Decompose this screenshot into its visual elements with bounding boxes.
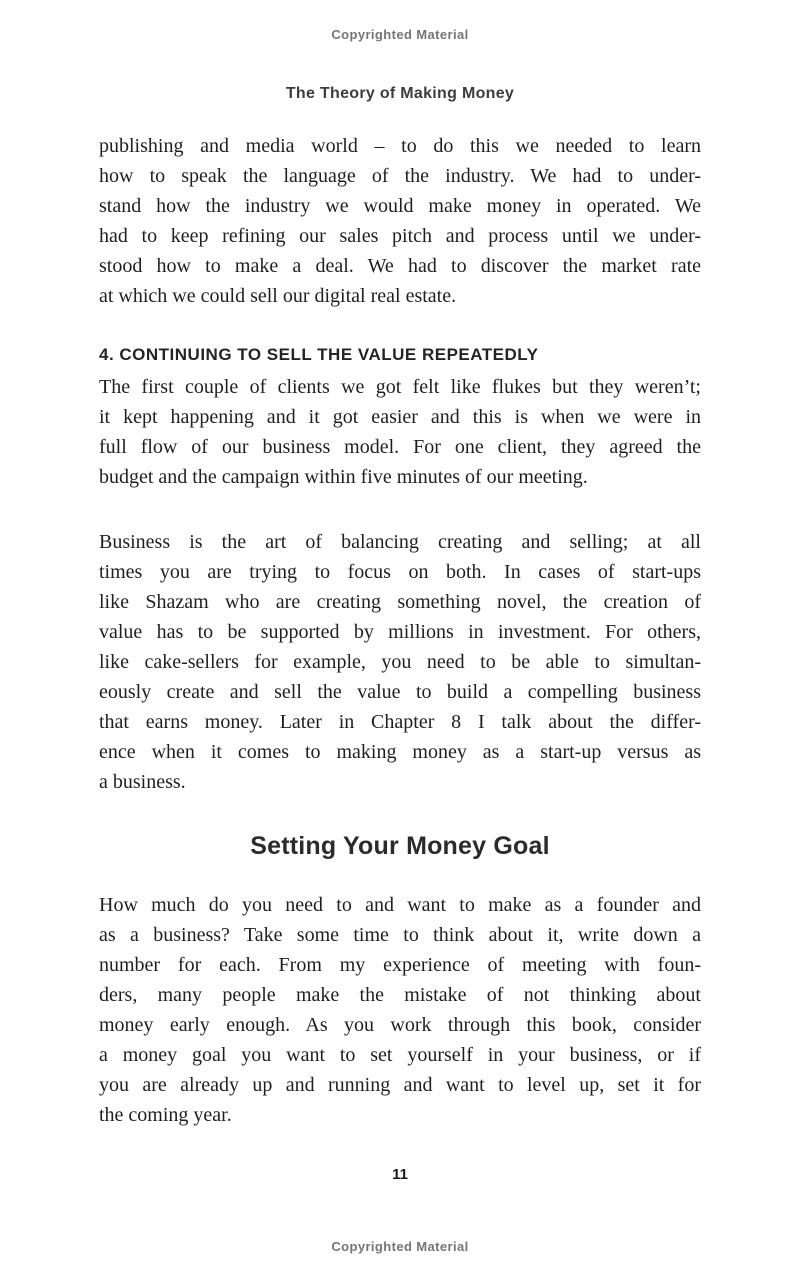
text-line: it kept happening and it got easier and this is when we were in [99,406,701,428]
text-line: Business is the art of balancing creating and selling; at all [99,531,701,553]
body-paragraph-3 [99,527,701,797]
text-line: as a business? Take some time to think about it, write down a [99,924,701,946]
text-line: ence when it comes to making money as a start-up versus as [99,741,701,763]
text-line: a business. [99,771,186,793]
copyright-notice-bottom: Copyrighted Material [331,1239,469,1254]
text-line: stood how to make a deal. We had to discover the market rate [99,255,701,277]
text-line: budget and the campaign within five minutes of our meeting. [99,466,588,488]
text-line: times you are trying to focus on both. In cases of start-ups [99,561,701,583]
page-number: 11 [392,1166,408,1183]
text-line: stand how the industry we would make money in operated. We [99,195,701,217]
text-line: you are already up and running and want to level up, set it for [99,1074,701,1096]
text-line: eously create and sell the value to build a compelling business [99,681,701,703]
body-paragraph-1 [99,131,701,311]
text-line: the coming year. [99,1104,232,1126]
text-line: at which we could sell our digital real estate. [99,285,457,307]
text-line: ders, many people make the mistake of not thinking about [99,984,701,1006]
text-line: value has to be supported by millions in investment. For others, [99,621,701,643]
text-line: money early enough. As you work through this book, consider [99,1014,701,1036]
text-line: How much do you need to and want to make as a founder and [99,894,701,916]
text-line: had to keep refining our sales pitch and process until we under- [99,225,701,247]
running-header: The Theory of Making Money [285,85,515,102]
text-line: like Shazam who are creating something novel, the creation of [99,591,701,613]
text-line: publishing and media world – to do this we needed to learn [99,135,701,157]
text-line: like cake-sellers for example, you need to be able to simultan- [99,651,701,673]
body-paragraph-4 [99,890,701,1130]
text-line: full flow of our business model. For one client, they agreed the [99,436,701,458]
text-line: a money goal you want to set yourself in your business, or if [99,1044,701,1066]
body-paragraph-2 [99,372,701,492]
section-heading: 4. CONTINUING TO SELL THE VALUE REPEATEDLY [99,345,539,364]
chapter-heading: Setting Your Money Goal [250,832,550,860]
page-content [99,131,701,1130]
text-line: that earns money. Later in Chapter 8 I talk about the differ- [99,711,701,733]
text-line: The first couple of clients we got felt like flukes but they weren’t; [99,376,701,398]
text-line: how to speak the language of the industry. We had to under- [99,165,701,187]
copyright-notice-top: Copyrighted Material [331,27,469,42]
text-line: number for each. From my experience of meeting with foun- [99,954,701,976]
